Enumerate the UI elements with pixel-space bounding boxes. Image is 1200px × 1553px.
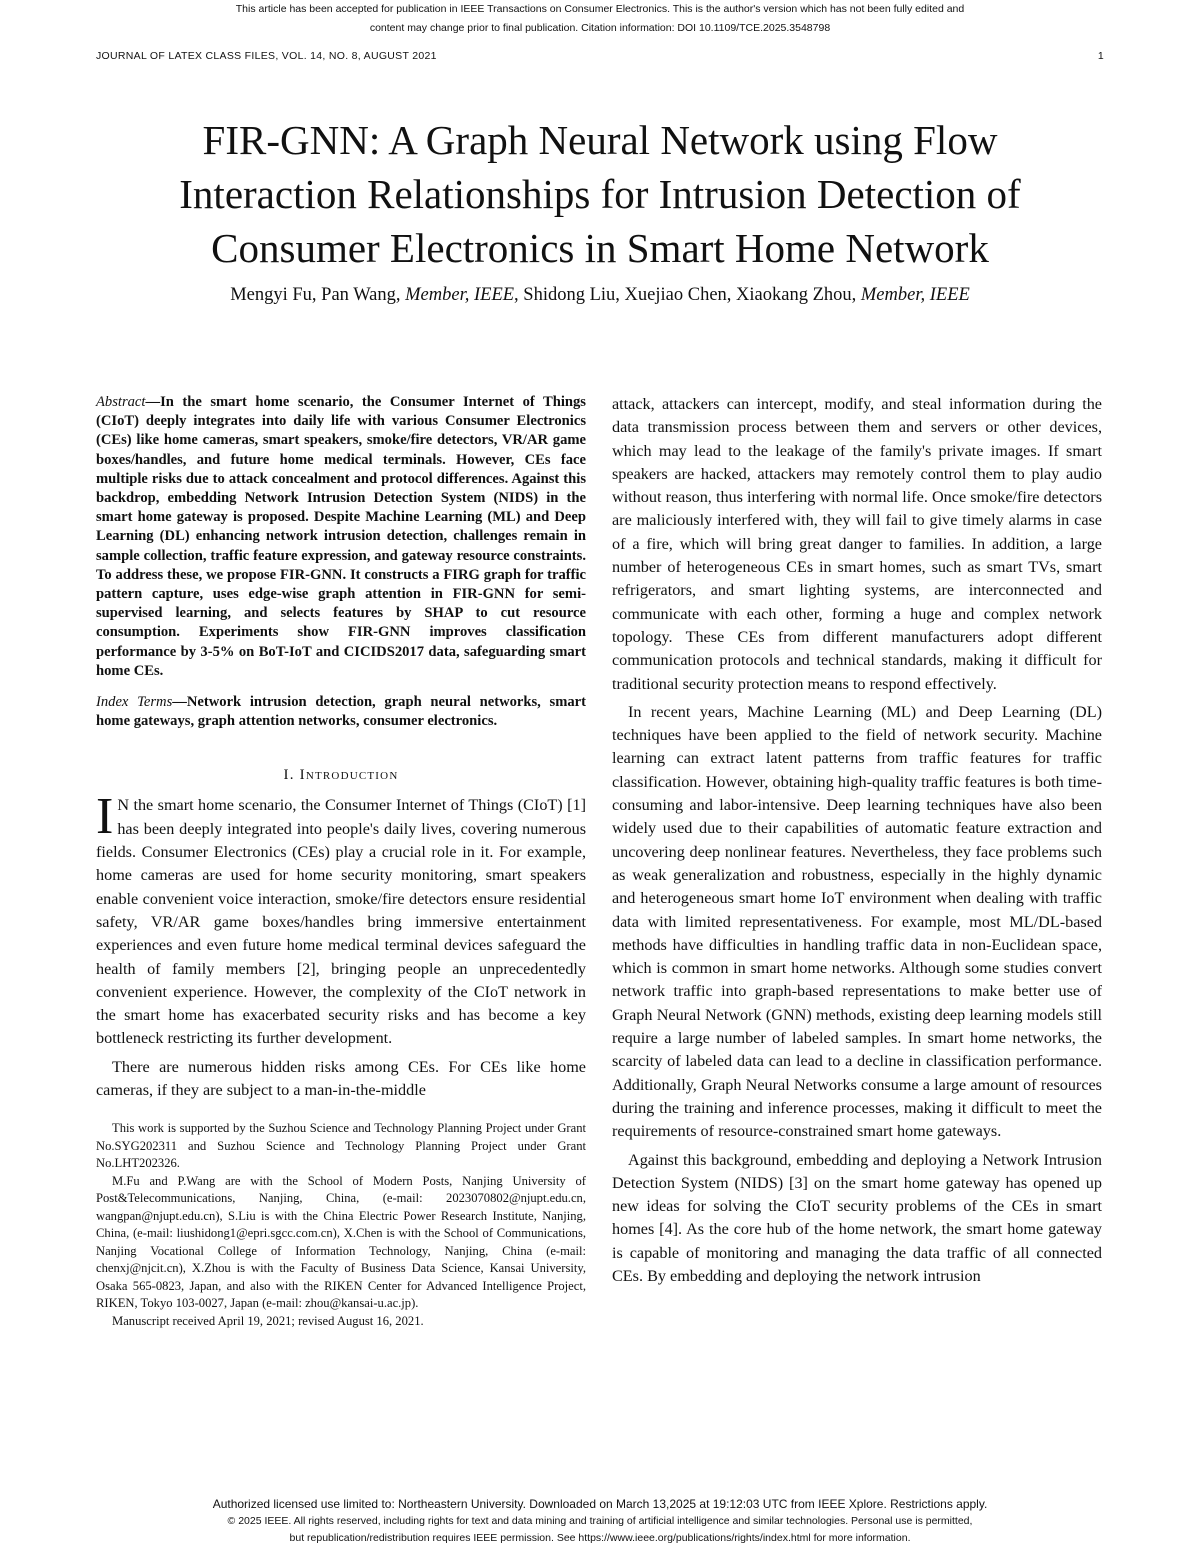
abstract <box>96 393 586 681</box>
right-paragraph-3: Against this background, embedding and deploying a Network Intrusion Detection System (NIDS) [3] on the smart home gateway has opened up new ideas for solving the CIoT security problems of the CEs in smart homes [4]. As the core hub of the home network, the smart home gateway is capable of monitoring and managing the data traffic of all connected CEs. By embedding and deploying the network intrusion <box>612 1150 1102 1285</box>
title-line-1: FIR-GNN: A Graph Neural Network using Flow <box>202 117 998 163</box>
abstract-text: —In the smart home scenario, the Consumer Internet of Things (CIoT) deeply integrates into daily life with various Consumer Electronics (CEs) like home cameras, smart speakers, smoke/fire detectors, VR/AR game boxes/handles, and future home medical terminals. However, CEs face multiple risks due to attack concealment and protocol differences. Against this backdrop, embedding Network Intrusion Detection System (NIDS) in the smart home gateway is proposed. Despite Machine Learning (ML) and Deep Learning (DL) enhancing network intrusion detection, challenges remain in sample collection, traffic feature expression, and gateway resource constraints. To address these, we propose FIR-GNN. It constructs a FIRG graph for traffic pattern capture, uses edge-wise graph attention in FIR-GNN for semi-supervised learning, and selects features by SHAP to cut resource consumption. Experiments show FIR-GNN improves classification performance by 3-5% on BoT-IoT and CICIDS2017 data, safeguarding smart home CEs. <box>96 394 586 679</box>
right-paragraph-1: attack, attackers can intercept, modify, and steal information during the data transmission process between them and servers or other devices, which may lead to the leakage of the family's private images. If smart speakers are hacked, attackers may remotely control them to play audio without reason, thus interfering with normal life. Once smoke/fire detectors are maliciously interfered with, they will fail to give timely alarms in case of a fire, which will bring great danger to families. In addition, a large number of heterogeneous CEs in smart homes, such as smart TVs, smart refrigerators, and smart lighting systems, are interconnected and communicate with each other, forming a huge and complex network topology. These CEs from different manufacturers adopt different communication protocols and technical standards, making it difficult for traditional security protection means to respond effectively. <box>612 395 1102 693</box>
page-number: 1 <box>1097 50 1104 62</box>
running-head <box>96 50 1104 62</box>
left-column <box>96 393 586 1330</box>
intro-paragraph-2: There are numerous hidden risks among CEs. For CEs like home cameras, if they are subject to a man-in-the-middle <box>96 1057 586 1100</box>
footnote-manuscript-dates: Manuscript received April 19, 2021; revised August 16, 2021. <box>112 1313 424 1328</box>
footnote-funding: This work is supported by the Suzhou Science and Technology Planning Project under Grant No.SYG202311 and Suzhou Science and Technology Planning Project under Grant No.LHT202326. <box>96 1121 586 1171</box>
index-terms <box>96 693 586 731</box>
intro-paragraph-1 <box>96 788 586 1050</box>
right-column <box>612 393 1102 1288</box>
journal-name: JOURNAL OF LATEX CLASS FILES, VOL. 14, NO. 8, AUGUST 2021 <box>96 50 437 62</box>
author-list <box>60 285 1140 306</box>
footer-license-line: Authorized licensed use limited to: Northeastern University. Downloaded on March 13,2025 at 19:12:03 UTC from IEEE Xplore. Restrictions apply. <box>212 1497 988 1511</box>
title-line-3: Consumer Electronics in Smart Home Network <box>211 225 989 271</box>
index-terms-label: Index Terms <box>96 694 173 711</box>
footnote-affiliations: M.Fu and P.Wang are with the School of Modern Posts, Nanjing University of Post&Telecommunications, Nanjing, China, (e-mail: 2023070802@njupt.edu.cn, wangpan@njupt.edu.cn), S.Liu is with the China Electric Power Research Institute, Nanjing, China, (e-mail: liushidong1@epri.sgcc.com.cn), X.Chen is with the School of Communications, Nanjing Vocational College of Information Technology, Nanjing, China (e-mail: chenxj@njcit.cn), X.Zhou is with the Faculty of Business Data Science, Kansai University, Osaka 565-0823, Japan, and also with the RIKEN Center for Advanced Intelligence Project, RIKEN, Tokyo 103-0027, Japan (e-mail: zhou@kansai-u.ac.jp). <box>96 1173 586 1311</box>
footnotes <box>96 1120 586 1330</box>
index-terms-text: —Network intrusion detection, graph neural networks, smart home gateways, graph attention networks, consumer electronics. <box>96 694 586 730</box>
title-line-2: Interaction Relationships for Intrusion Detection of <box>179 171 1021 217</box>
intro-paragraph-1-text: N the smart home scenario, the Consumer Internet of Things (CIoT) [1] has been deeply integrated into people's daily lives, covering numerous fields. Consumer Electronics (CEs) play a crucial role in it. For example, home cameras are used for home security monitoring, smart speakers enable convenient voice interaction, smoke/fire detectors ensure residential safety, VR/AR game boxes/handles bring immersive entertainment experiences and even future home medical terminal devices safeguard the health of family members [2], bringing people an unprecedentedly convenient experience. However, the complexity of the CIoT network in the smart home has exacerbated security risks and has become a key bottleneck restricting its further development. <box>96 796 586 1048</box>
author-membership-2: Member, IEEE <box>860 285 970 305</box>
author-membership-1: Member, IEEE <box>405 285 515 305</box>
paper-title <box>60 113 1140 275</box>
footer-copyright-line: © 2025 IEEE. All rights reserved, including rights for text and data mining and training of artificial intelligence and similar technologies. Personal use is permitted, <box>227 1515 973 1527</box>
notice-line-2: content may change prior to final publication. Citation information: DOI 10.1109/TCE.2025.3548798 <box>369 22 831 34</box>
authors-part-1: Mengyi Fu, Pan Wang, <box>230 285 406 305</box>
publication-notice <box>0 0 1200 38</box>
abstract-label: Abstract <box>96 394 146 410</box>
drop-cap: I <box>96 788 114 846</box>
authors-part-2: , Shidong Liu, Xuejiao Chen, Xiaokang Zhou, <box>514 285 861 305</box>
ieee-footer <box>0 1496 1200 1547</box>
section-heading-introduction: I. Introduction <box>283 767 399 784</box>
right-paragraph-2: In recent years, Machine Learning (ML) and Deep Learning (DL) techniques have been applied to the field of network security. Machine learning can extract latent patterns from traffic features for traffic classification. However, obtaining high-quality traffic features is both time-consuming and labor-intensive. Deep learning techniques have also been widely used due to their capabilities of automatic feature extraction and uncovering deep nonlinear features. Nevertheless, they face problems such as weak generalization and robustness, especially in the highly dynamic and heterogeneous smart home IoT environment when dealing with traffic data with limited representativeness. For example, most ML/DL-based methods have difficulties in handling traffic data in non-Euclidean space, which is common in smart home networks. Although some studies convert network traffic into graph-based representations to make better use of Graph Neural Network (GNN) methods, existing deep learning models still require a large number of labeled samples. In smart home networks, the scarcity of labeled data can lead to a decline in classification performance. Additionally, Graph Neural Networks consume a large amount of resources during the training and inference processes, making it difficult to meet the requirements of resource-constrained smart home gateways. <box>612 702 1102 1141</box>
notice-line-1: This article has been accepted for publication in IEEE Transactions on Consumer Electronics. This is the author's version which has not been fully edited and <box>235 3 965 15</box>
footer-permission-line: but republication/redistribution requires IEEE permission. See https://www.ieee.org/publications/rights/index.html for more information. <box>289 1532 911 1544</box>
